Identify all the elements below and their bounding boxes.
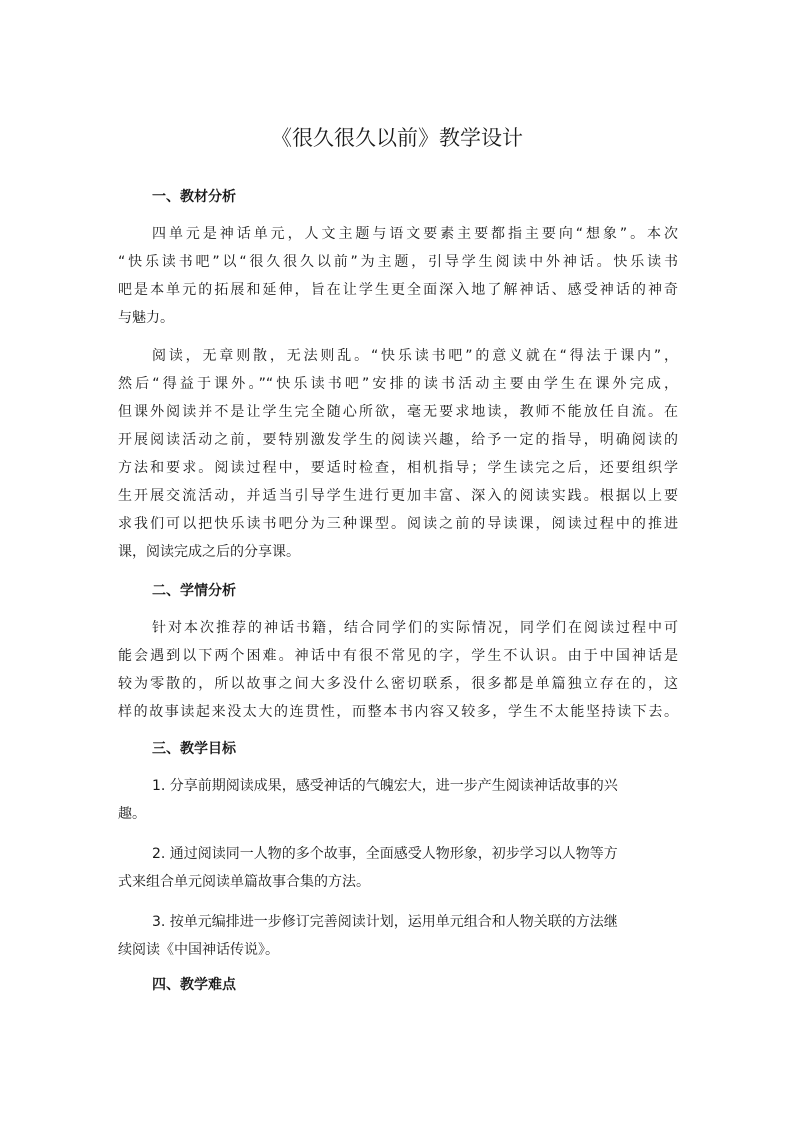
paragraph-line: 针对本次推荐的神话书籍，结合同学们的实际情况，同学们在阅读过程中可 [152,620,678,636]
section-heading-student-analysis: 二、学情分析 [152,583,236,599]
objective-item-3 [118,908,678,964]
objective-item-2 [118,840,678,896]
paragraph-line: 样的故事读起来没太大的连贯性，而整本书内容又较多，学生不太能坚持读下去。 [118,704,678,720]
paragraph-line: “快乐读书吧”以“很久很久以前”为主题，引导学生阅读中外神话。快乐读书 [118,254,678,270]
paragraph-line: 吧是本单元的拓展和延伸，旨在让学生更全面深入地了解神话、感受神话的神奇 [118,282,678,298]
paragraph-line: 开展阅读活动之前，要特别激发学生的阅读兴趣，给予一定的指导，明确阅读的 [118,432,678,448]
objective-line: 趣。 [118,806,146,822]
paragraph-line: 但课外阅读并不是让学生完全随心所欲，毫无要求地读，教师不能放任自流。在 [118,404,678,420]
paragraph-student-analysis [118,614,678,726]
paragraph-line: 然后“得益于课外。”“快乐读书吧”安排的读书活动主要由学生在课外完成， [118,376,678,392]
document-title: 《很久很久以前》教学设计 [271,126,523,150]
paragraph-line: 较为零散的，所以故事之间大多没什么密切联系，很多都是单篇独立存在的，这 [118,676,678,692]
objective-item-1 [118,772,678,828]
paragraph-line: 课，阅读完成之后的分享课。 [118,544,300,560]
objective-line: 3. 按单元编排进一步修订完善阅读计划，运用单元组合和人物关联的方法继 [152,914,618,930]
paragraph-line: 生开展交流活动，并适当引导学生进行更加丰富、深入的阅读实践。根据以上要 [118,488,678,504]
paragraph-line: 求我们可以把快乐读书吧分为三种课型。阅读之前的导读课，阅读过程中的推进 [118,516,678,532]
paragraph-reading-method [118,342,678,566]
paragraph-line: 四单元是神话单元，人文主题与语文要素主要都指主要向“想象”。本次 [152,226,678,242]
section-heading-teaching-difficulties: 四、教学难点 [152,977,236,993]
objective-line: 1. 分享前期阅读成果，感受神话的气魄宏大，进一步产生阅读神话故事的兴 [152,778,618,794]
objective-line: 2. 通过阅读同一人物的多个故事，全面感受人物形象，初步学习以人物等方 [152,846,618,862]
section-heading-teaching-material: 一、教材分析 [152,189,236,205]
objective-line: 式来组合单元阅读单篇故事合集的方法。 [118,874,370,890]
paragraph-line: 阅读，无章则散，无法则乱。“快乐读书吧”的意义就在“得法于课内”， [152,348,678,364]
paragraph-line: 与魅力。 [118,310,174,326]
paragraph-line: 能会遇到以下两个困难。神话中有很不常见的字，学生不认识。由于中国神话是 [118,648,678,664]
objective-line: 续阅读《中国神话传说》。 [118,942,279,958]
paragraph-line: 方法和要求。阅读过程中，要适时检查，相机指导；学生读完之后，还要组织学 [118,460,678,476]
section-heading-teaching-objectives: 三、教学目标 [152,741,236,757]
paragraph-material-intro [118,220,678,332]
